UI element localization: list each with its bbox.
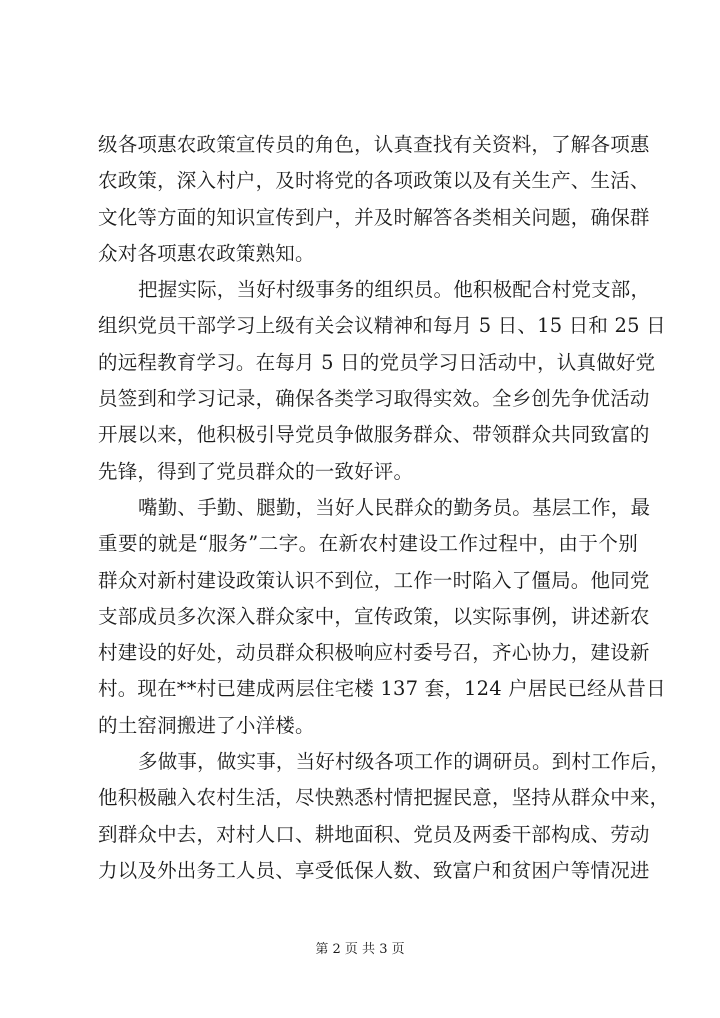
text-line: 到群众中去，对村人口、耕地面积、党员及两委干部构成、劳动 xyxy=(98,822,650,846)
text-line: 多做事，做实事，当好村级各项工作的调研员。到村工作后， xyxy=(138,750,670,774)
text-line: 的远程教育学习。在每月 5 日的党员学习日活动中，认真做好党 xyxy=(98,350,656,374)
text-line: 文化等方面的知识宣传到户，并及时解答各类相关问题，确保群 xyxy=(98,205,650,229)
text-line: 众对各项惠农政策熟知。 xyxy=(98,241,315,265)
text-line: 把握实际，当好村级事务的组织员。他积极配合村党支部， xyxy=(138,278,651,302)
text-line: 先锋，得到了党员群众的一致好评。 xyxy=(98,459,414,483)
document-body xyxy=(98,127,670,889)
text-line: 农政策，深入村户，及时将党的各项政策以及有关生产、生活、 xyxy=(98,169,650,193)
text-line: 嘴勤、手勤、腿勤，当好人民群众的勤务员。基层工作，最 xyxy=(138,495,651,519)
page-number-footer: 第 2 页 共 3 页 xyxy=(315,942,405,957)
text-line: 他积极融入农村生活，尽快熟悉村情把握民意，坚持从群众中来， xyxy=(98,786,670,810)
text-line: 村建设的好处，动员群众积极响应村委号召，齐心协力，建设新 xyxy=(98,641,650,665)
text-line: 群众对新村建设政策认识不到位，工作一时陷入了僵局。他同党 xyxy=(98,568,650,592)
text-line: 重要的就是“服务”二字。在新农村建设工作过程中，由于个别 xyxy=(98,532,638,556)
text-line: 级各项惠农政策宣传员的角色，认真查找有关资料，了解各项惠 xyxy=(98,133,650,156)
text-line: 村。现在**村已建成两层住宅楼 137 套，124 户居民已经从昔日 xyxy=(98,677,666,701)
paragraph-4 xyxy=(98,744,670,889)
text-line: 支部成员多次深入群众家中，宣传政策，以实际事例，讲述新农 xyxy=(98,604,650,628)
paragraph-2 xyxy=(98,272,666,490)
text-line: 的土窑洞搬进了小洋楼。 xyxy=(98,713,315,737)
text-line: 组织党员干部学习上级有关会议精神和每月 5 日、15 日和 25 日 xyxy=(98,314,666,338)
text-line: 员签到和学习记录，确保各类学习取得实效。全乡创先争优活动 xyxy=(98,387,650,411)
paragraph-1 xyxy=(98,127,650,272)
paragraph-3 xyxy=(98,490,666,744)
text-line: 力以及外出务工人员、享受低保人数、致富户和贫困户等情况进 xyxy=(98,858,650,882)
text-line: 开展以来，他积极引导党员争做服务群众、带领群众共同致富的 xyxy=(98,423,650,447)
